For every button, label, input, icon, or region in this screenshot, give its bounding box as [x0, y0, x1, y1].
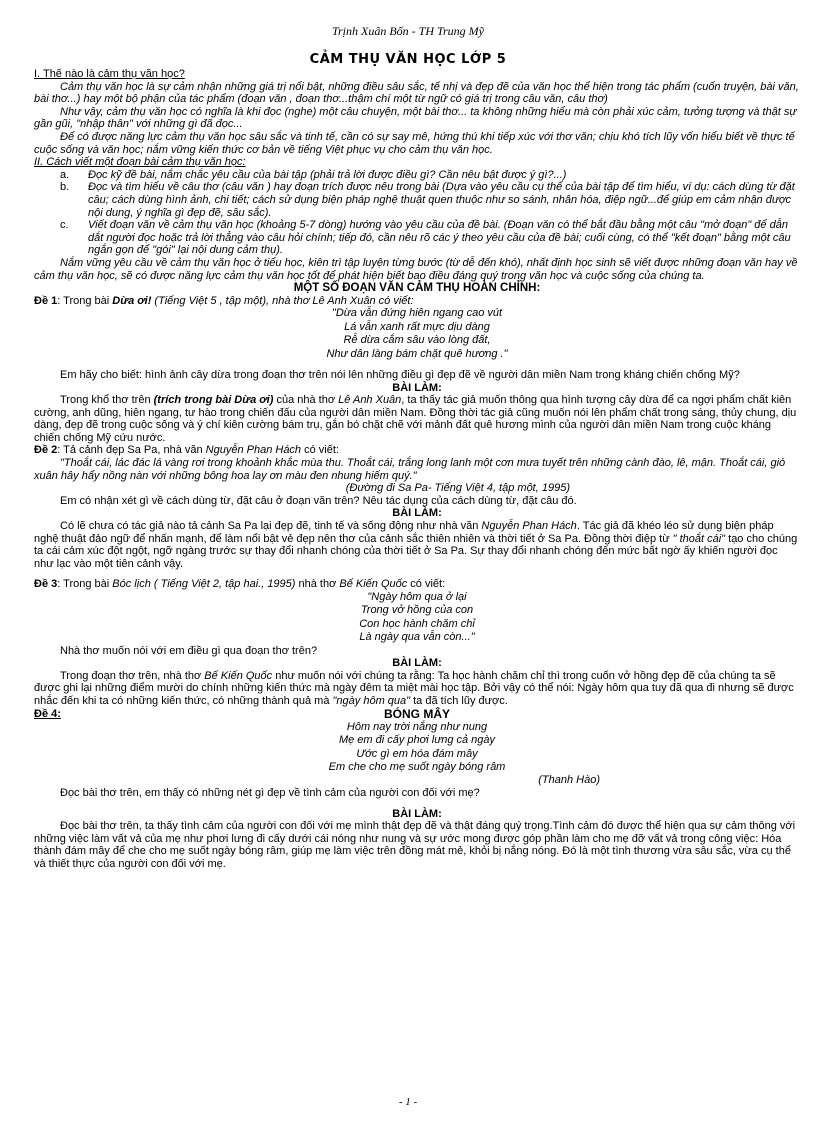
author-name: Nguyễn Phan Hách [205, 444, 302, 457]
poem-name: Bóc lịch [112, 578, 151, 591]
poem-line: Ước gì em hóa đám mây [356, 747, 478, 760]
exercise-3-intro [34, 578, 800, 591]
poem-line: Mẹ em đi cấy phơi lưng cả ngày [338, 734, 496, 747]
exercise-1-poem [34, 307, 800, 361]
intro-text: nhà thơ [295, 578, 340, 591]
poem-line: "Ngày hôm qua ở lại [367, 591, 467, 603]
poem-name: Dừa ơi! [112, 294, 152, 307]
answer-text: của nhà thơ [273, 394, 339, 407]
answer-text: Trong đoạn thơ trên, nhà thơ [60, 669, 205, 682]
answer-text: , ta thấy tác giả muốn thông qua hình tượng cây dừa để ca ngợi phẩm chất kiên cường, anh dũng, hiên ngang, tư hào trong chiến đấu của người dân miền Nam. Đồng thời tác giả cũng muốn nói lên phẩm chất trong sáng, thủy chung, dịu dàng, đẹp đẽ trong cuộc sống và ý chí kiên cường bám trụ, gắn bó chặt chẽ với mảnh đất quê hương mình của người dân miền Nam trong cuộc kháng chiến chống Mỹ cứu nước. [34, 394, 797, 444]
answer-text-emphasis: (trích trong bài Dừa ơi) [153, 394, 274, 407]
poem-line: Như dân làng bám chặt quê hương ." [326, 347, 508, 360]
answer-text: Có lẽ chưa có tác giả nào tả cảnh Sa Pa lại đẹp đẽ, tinh tế và sống động như nhà văn [60, 520, 482, 533]
intro-text: : Tả cảnh đẹp Sa Pa, nhà văn [57, 444, 206, 457]
exercise-4-answer: Đọc bài thơ trên, ta thấy tình cảm của người con đối với mẹ mình thật đẹp đẽ và thật đáng quý trọng.Tình cảm đó được thể hiện qua sự cảm thông với những việc làm vất vả của mẹ như phơi lưng đi cấy dưới cái nóng như nung và sự ước mong được góp phần làm cho mẹ đỡ vất vả trong công việc: Hóa thành đám mây để che cho mẹ suốt ngày bóng râm, giúp mẹ làm việc trên đồng mát mẻ, khỏi bị nắng nóng. Đó là một tình thương vừa sâu sắc, vừa cụ thể và thiết thực của người con đối với mẹ. [34, 820, 796, 870]
exercise-3-poem [34, 591, 800, 645]
section-1-paragraph: Cảm thụ văn học là sự cảm nhận những giá trị nổi bật, những điều sâu sắc, tế nhị và đẹp đẽ của văn học thể hiện trong tác phẩm (cuốn truyện, bài văn, bài thơ...) hay một bộ phận của tác phẩm (đoạn văn , đoạn thơ...thậm chí một từ ngữ có giá trị trong câu văn, câu thơ) [34, 80, 799, 106]
answer-text: ta đã tích lũy được. [410, 695, 508, 707]
section-2-paragraph: Nắm vững yêu cầu về cảm thụ văn học ở tiểu học, kiên trì tập luyện từng bước (từ dễ đến khó), nhất định học sinh sẽ viết được những đoạn văn hay về cảm thụ văn học, sẽ có được năng lực cảm thụ văn học tốt để phát hiện biết bao điều đáng quý trong văn học và cuộc sống của chúng ta. [34, 256, 798, 282]
answer-text: như muốn nói với chúng ta rằng: Ta học hành chăm chỉ thì trong cuốn vở hồng đẹp đẽ của chúng ta sẽ được ghi lại những điểm mười do chính những kiến thức mà ngày đêm ta miệt mài học tập. Bởi vậy có thể nói: Ngày hôm qua tuy đã qua đi nhưng sẽ được nhắc đến khi ta có những kiến thức, có những thành quả mà [34, 669, 794, 707]
list-item [34, 181, 800, 219]
poem-line: Trong vở hồng của con [360, 604, 474, 617]
poem-line: Là ngày qua vẫn còn..." [359, 631, 475, 644]
exercise-2-quote: "Thoắt cái, lác đác lá vàng rơi trong khoảnh khắc mùa thu. Thoắt cái, trắng long lanh một cơn mưa tuyết trên những cành đào, lê, mận. Thoắt cái, gió xuân hây hẩy nồng nàn với những bông hoa lay ơn màu đen nhung hiếm quý." [34, 457, 786, 482]
list-marker: a. [60, 168, 70, 181]
section-2-heading: II. Cách viết một đoạn bài cảm thụ văn học: [34, 156, 246, 169]
poem-author: (Thanh Hào) [538, 774, 600, 787]
answer-heading: BÀI LÀM: [392, 807, 442, 820]
exercise-label: Đề 3 [34, 578, 58, 591]
list-marker: b. [60, 181, 70, 194]
poem-line: Em che cho mẹ suốt ngày bóng râm [328, 761, 506, 773]
list-marker: c. [60, 219, 69, 232]
exercise-4-question: Đọc bài thơ trên, em thấy có những nét gì đẹp về tình cảm của người con đối với mẹ? [60, 787, 480, 799]
intro-text: : Trong bài [57, 578, 113, 591]
page-number: - 1 - [398, 1096, 418, 1108]
answer-heading: BÀI LÀM: [392, 507, 442, 520]
section-1-paragraph: Như vậy, cảm thụ văn học có nghĩa là khi đọc (nghe) một câu chuyện, một bài thơ... ta không những hiểu mà còn phải xúc cảm, tưởng tượng và thật sự gần gũi, "nhập thân" với những gì đã đọc... [34, 105, 797, 131]
section-1-heading: I. Thế nào là cảm thụ văn học? [34, 68, 185, 80]
exercise-1-question: Em hãy cho biết: hình ảnh cây dừa trong đoạn thơ trên nói lên những điều gì đẹp đẽ về người dân miền Nam trong kháng chiến chống Mỹ? [60, 368, 740, 381]
exercise-label: Đề 2 [34, 444, 58, 457]
intro-text: ( Tiếng Việt 2, tập hai., 1995) [150, 578, 296, 591]
list-item [34, 169, 800, 182]
poem-title: BÓNG MÂY [384, 707, 450, 722]
poem-line: Con học hành chăm chỉ [359, 617, 475, 630]
page-header: Trịnh Xuân Bốn - TH Trung Mỹ [331, 24, 484, 38]
exercise-1-intro [34, 295, 800, 308]
answer-heading: BÀI LÀM: [392, 657, 442, 670]
section-1-paragraph: Để có được năng lực cảm thụ văn học sâu sắc và tinh tế, cần có sự say mê, hứng thú khi tiếp xúc với thơ văn; chịu khó tích lũy vốn hiểu biết về thực tế cuộc sống và văn học; nắm vững kiến thức cơ bản về tiếng Việt phục vụ cho cảm thụ văn học. [34, 130, 795, 156]
exercise-3-question: Nhà thơ muốn nói với em điều gì qua đoạn thơ trên? [60, 644, 318, 657]
intro-text: có viết: [407, 578, 446, 591]
exercise-label: Đề 4: [34, 707, 61, 720]
poem-line: Hôm nay trời nắng như nung [346, 720, 488, 733]
author-name: Bế Kiến Quốc [204, 669, 273, 682]
author-name: Nguyễn Phan Hách [481, 520, 577, 533]
author-name: Bế Kiến Quốc [339, 578, 408, 591]
poem-line: Rễ dừa cắm sâu vào lòng đất, [343, 334, 491, 347]
poem-line: Lá vẫn xanh rất mực dịu dàng [344, 320, 490, 333]
section-title: MỘT SỐ ĐOẠN VĂN CẢM THỤ HOÀN CHỈNH: [293, 282, 541, 295]
answer-text-emphasis: "ngày hôm qua" [332, 695, 411, 707]
exercise-2-answer [34, 520, 800, 570]
answer-text: tạo cho chúng ta cái cảm xúc đột ngột, ngỡ ngàng trước sự thay đổi nhanh chóng của thời tiết ở Sa Pa. Sự thay đổi nhanh chóng đến mức bất ngờ ấy khiến người đọc như lạc vào một tiên cảnh vậy. [34, 532, 798, 570]
document-body [34, 68, 800, 871]
exercise-1-answer [34, 394, 800, 444]
answer-heading: BÀI LÀM: [392, 381, 442, 394]
intro-text: có viết: [301, 444, 339, 457]
answer-text: Trong khổ thơ trên [60, 394, 154, 407]
exercise-label: Đề 1 [34, 294, 58, 307]
exercise-4-poem [34, 721, 800, 775]
exercise-2-question: Em có nhận xét gì về cách dùng từ, đặt câu ở đoạn văn trên? Nêu tác dụng của cách dùng từ, đặt câu đó. [60, 494, 577, 507]
list-item-text: Viết đoạn văn về cảm thụ văn học (khoảng 5-7 dòng) hướng vào yêu cầu của đề bài. (Đoạn văn có thể bắt đầu bằng một câu "mở đoạn" để dẫn dắt người đọc hoặc trả lời thẳng vào câu hỏi chính; tiếp đó, cần nêu rõ các ý theo yêu cầu của đề bài; cuối cùng, có thể "kết đoạn" bằng một câu ngắn gọn để "gói" lại nội dung cảm thụ). [88, 219, 791, 257]
list-item-text: Đọc và tìm hiểu về câu thơ (câu văn ) hay đoạn trích được nêu trong bài (Dựa vào yêu cầu cụ thể của bài tập để tìm hiểu, ví dụ: cách dùng từ đặt câu; cách dùng hình ảnh, chi tiết; cách sử dụng biện pháp nghệ thuật quen thuộc như so sánh, nhân hóa, điệp ngữ...để giúp em cảm nhận được nội dung, ý nghĩa gì đẹp đẽ, sâu sắc). [88, 181, 795, 219]
intro-text: : Trong bài [57, 294, 113, 307]
list-item-text: Đọc kỹ đề bài, nắm chắc yêu cầu của bài tập (phải trả lời được điều gì? Cần nêu bật được ý gì?...) [88, 168, 567, 181]
answer-text-emphasis: " thoắt cái" [672, 532, 726, 545]
answer-text: . Tác giả đã khéo léo sử dụng biện pháp nghệ thuật đảo ngữ để nhấn mạnh, để làm nổi bật vẻ đẹp nên thơ của cảnh sắc thiên nhiên và thời tiết ở Sa Pa. Đồng thời điệp từ [34, 520, 774, 545]
list-item [34, 219, 800, 257]
steps-list [34, 169, 800, 257]
exercise-2-source: (Đường đi Sa Pa- Tiếng Việt 4, tập một, 1995) [345, 482, 570, 495]
exercise-2-intro [34, 444, 800, 457]
author-name: Lê Anh Xuân [338, 394, 402, 407]
exercise-3-answer [34, 670, 800, 708]
poem-line: "Dừa vẫn đứng hiên ngang cao vút [331, 307, 503, 320]
intro-text: (Tiếng Việt 5 , tập một), nhà thơ Lê Anh Xuân có viết: [151, 294, 414, 307]
document-title: CẢM THỤ VĂN HỌC LỚP 5 [309, 52, 507, 67]
